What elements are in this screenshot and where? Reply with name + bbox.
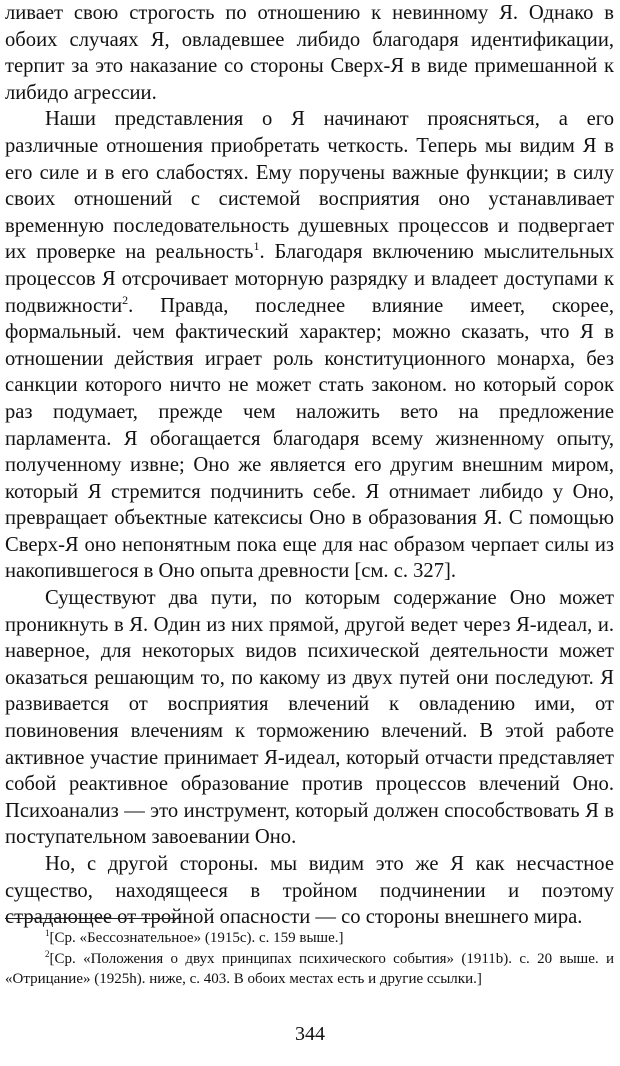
paragraph-2-part-2: . Благодаря включению мыслительных процессов Я отсрочивает моторную разрядку и владеет доступами к подвижности (5, 241, 614, 317)
footnote-2 (5, 949, 614, 990)
footnote-1-mark: 1 (45, 928, 50, 938)
footnote-1-text: [Ср. «Бессознательное» (1915с). с. 159 выше.] (49, 930, 344, 946)
page-number: 344 (295, 1023, 325, 1045)
paragraph-2-part-3: . Правда, последнее влияние имеет, скорее, формальный. чем фактический характер; можно сказать, что Я в отношении действия играет роль конституционного монарха, без санкции которого ничто не может стать законом. но который сорок раз подумает, прежде чем наложить вето на предложение парламента. Я обогащается благодаря всему жизненному опыту, полученному извне; Оно же является его другим внешним миром, который Я стремится подчинить себе. Я отнимает либидо у Оно, превращает объектные катексисы Оно в образования Я. С помощью Сверх-Я оно непонятным пока еще для нас образом черпает силы из накопившегося в Оно опыта древности [см. с. 327]. (5, 294, 614, 583)
footnote-2-mark: 2 (45, 948, 50, 959)
paragraph-4: Но, с другой стороны. мы видим это же Я как несчастное существо, находящееся в тройном подчинении и поэтому страдающее от тройной опасности — со стороны внешнего мира. (5, 853, 614, 929)
footnote-1 (5, 928, 614, 949)
footnote-ref-2: 2 (122, 292, 129, 307)
footnote-ref-1: 1 (253, 239, 260, 254)
paragraph-3: Существуют два пути, по которым содержание Оно может проникнуть в Я. Один из них прямой, другой ведет через Я-идеал, и. наверное, для некоторых видов психической деятельности может оказаться решающим то, по какому из двух путей они последуют. Я развивается от восприятия влечений к овладению ими, от повиновения влечениям к торможению влечений. В этой работе активное участие принимает Я-идеал, который отчасти представляет собой реактивное образование против процессов влечений Оно. Психоанализ — это инструмент, который должен способствовать Я в поступательном завоевании Оно. (5, 587, 614, 849)
paragraph-2 (5, 106, 614, 585)
footnote-divider (5, 918, 181, 919)
paragraph-2-part-1: Наши представления о Я начинают проясняться, а его различные отношения приобретать четкость. Теперь мы видим Я в его силе и в его слабостях. Ему поручены важные функции; в силу своих отношений с системой восприятия оно устанавливает временную последовательность душевных процессов и подвергает их проверке на реальность (5, 108, 614, 264)
footnote-2-text: [Ср. «Положения о двух принципах психического события» (1911b). с. 20 выше. и «Отрицание» (1925h). ниже, с. 403. В обоих местах есть и другие ссылки.] (5, 950, 614, 987)
paragraph-1: ливает свою строгость по отношению к невинному Я. Однако в обоих случаях Я, овладевшее либидо благодаря идентификации, терпит за это наказание со стороны Сверх-Я в виде примешанной к либидо агрессии. (5, 2, 614, 104)
body-text (5, 0, 614, 931)
footnotes (5, 928, 614, 990)
